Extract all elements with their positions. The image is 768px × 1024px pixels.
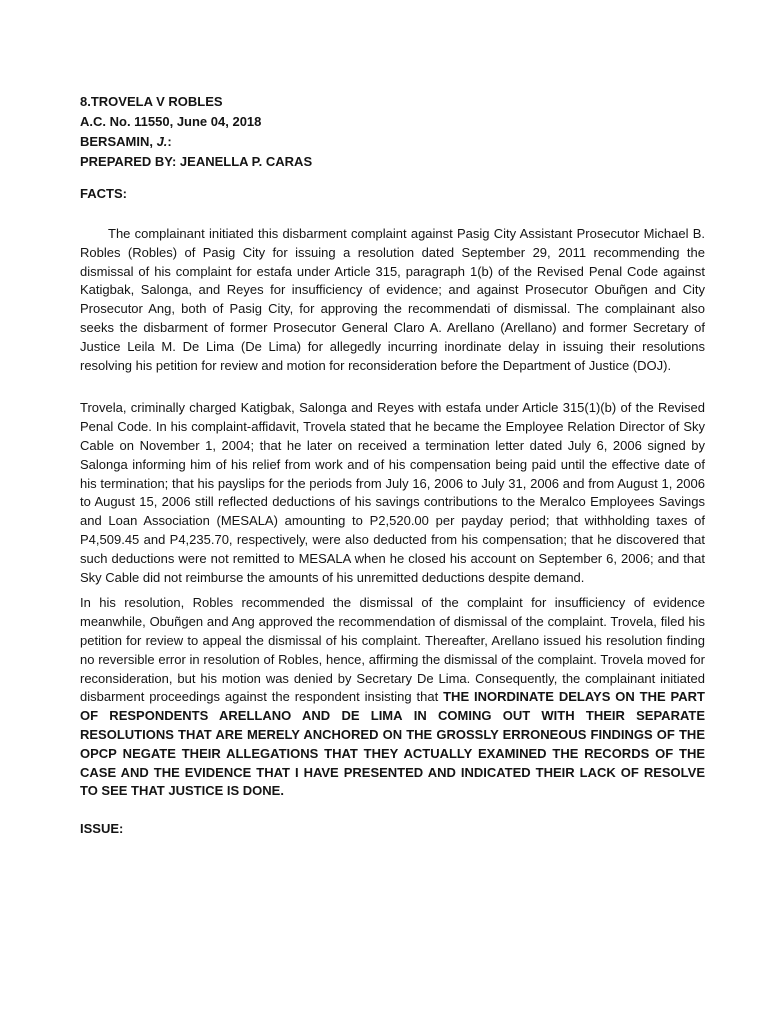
facts-paragraph-3-normal-text: In his resolution, Robles recommended the dismissal of the complaint for insufficiency of evidence meanwhile, Obuñgen and Ang approved the recommendation of dismissal of the complaint. Trovela, filed his petition for review to appeal the dismissal of his complaint. Thereafter, Arellano issued his resolution finding no reversible error in resolution of Robles, hence, affirming the dismissal of the complaint. Trovela moved for reconsideration, but his motion was denied by Secretary De Lima. Consequently, the complainant initiated disbarment proceedings against the respondent insisting that — [80, 595, 705, 705]
facts-paragraph-1: The complainant initiated this disbarment complaint against Pasig City Assistant Prosecutor Michael B. Robles (Robles) of Pasig City for issuing a resolution dated September 29, 2011 recommending the dismissal of his complaint for estafa under Article 315, paragraph 1(b) of the Revised Penal Code against Katigbak, Salonga, and Reyes for insufficiency of evidence; and against Prosecutor Obuñgen and City Prosecutor Ang, both of Pasig City, for approving the recommendati of dismissal. The complainant also seeks the disbarment of former Prosecutor General Claro A. Arellano (Arellano) and former Secretary of Justice Leila M. De Lima (De Lima) for allegedly incurring inordinate delay in issuing their resolutions resolving his petition for review and motion for reconsideration before the Department of Justice (DOJ). — [80, 226, 705, 373]
ponente-colon: : — [167, 134, 172, 149]
ponente-line — [80, 132, 705, 152]
ponente-justice-abbreviation: J. — [156, 134, 168, 149]
case-header — [80, 92, 705, 172]
prepared-by-line: PREPARED BY: JEANELLA P. CARAS — [80, 154, 313, 169]
case-title: 8.TROVELA V ROBLES — [80, 94, 223, 109]
case-number: A.C. No. 11550, June 04, 2018 — [80, 114, 262, 129]
ponente-name: BERSAMIN, — [80, 134, 157, 149]
facts-heading: FACTS: — [80, 186, 127, 201]
issue-heading: ISSUE: — [80, 821, 124, 837]
facts-paragraph-3 — [80, 594, 705, 801]
facts-paragraph-2: Trovela, criminally charged Katigbak, Salonga and Reyes with estafa under Article 315(1)(b) of the Revised Penal Code. In his complaint-affidavit, Trovela stated that he became the Employee Relation Director of Sky Cable on November 1, 2004; that he later on received a termination letter dated July 6, 2006 signed by Salonga informing him of his relief from work and of his compensation being paid until the effective date of his termination; that his payslips for the periods from July 16, 2006 to July 31, 2006 and from August 1, 2006 to August 15, 2006 still reflected deductions of his savings contributions to the Meralco Employees Savings and Loan Association (MESALA) amounting to P2,520.00 per payday period; that withholding taxes of P4,509.45 and P4,235.70, respectively, were also deducted from his compensation; that he discovered that such deductions were not remitted to MESALA when he closed his account on September 6, 2006; and that Sky Cable did not reimburse the amounts of his unremitted deductions despite demand. — [80, 400, 705, 585]
facts-paragraph-3-bold-emphasis: THE INORDINATE DELAYS ON THE PART OF RESPONDENTS ARELLANO AND DE LIMA IN COMING OUT WITH THEIR SEPARATE RESOLUTIONS THAT ARE MERELY ANCHORED ON THE GROSSLY ERRONEOUS FINDINGS OF THE OPCP NEGATE THEIR ALLEGATIONS THAT THEY ACTUALLY EXAMINED THE RECORDS OF THE CASE AND THE EVIDENCE THAT I HAVE PRESENTED AND INDICATED THEIR LACK OF RESOLVE TO SEE THAT JUSTICE IS DONE. — [80, 689, 705, 799]
